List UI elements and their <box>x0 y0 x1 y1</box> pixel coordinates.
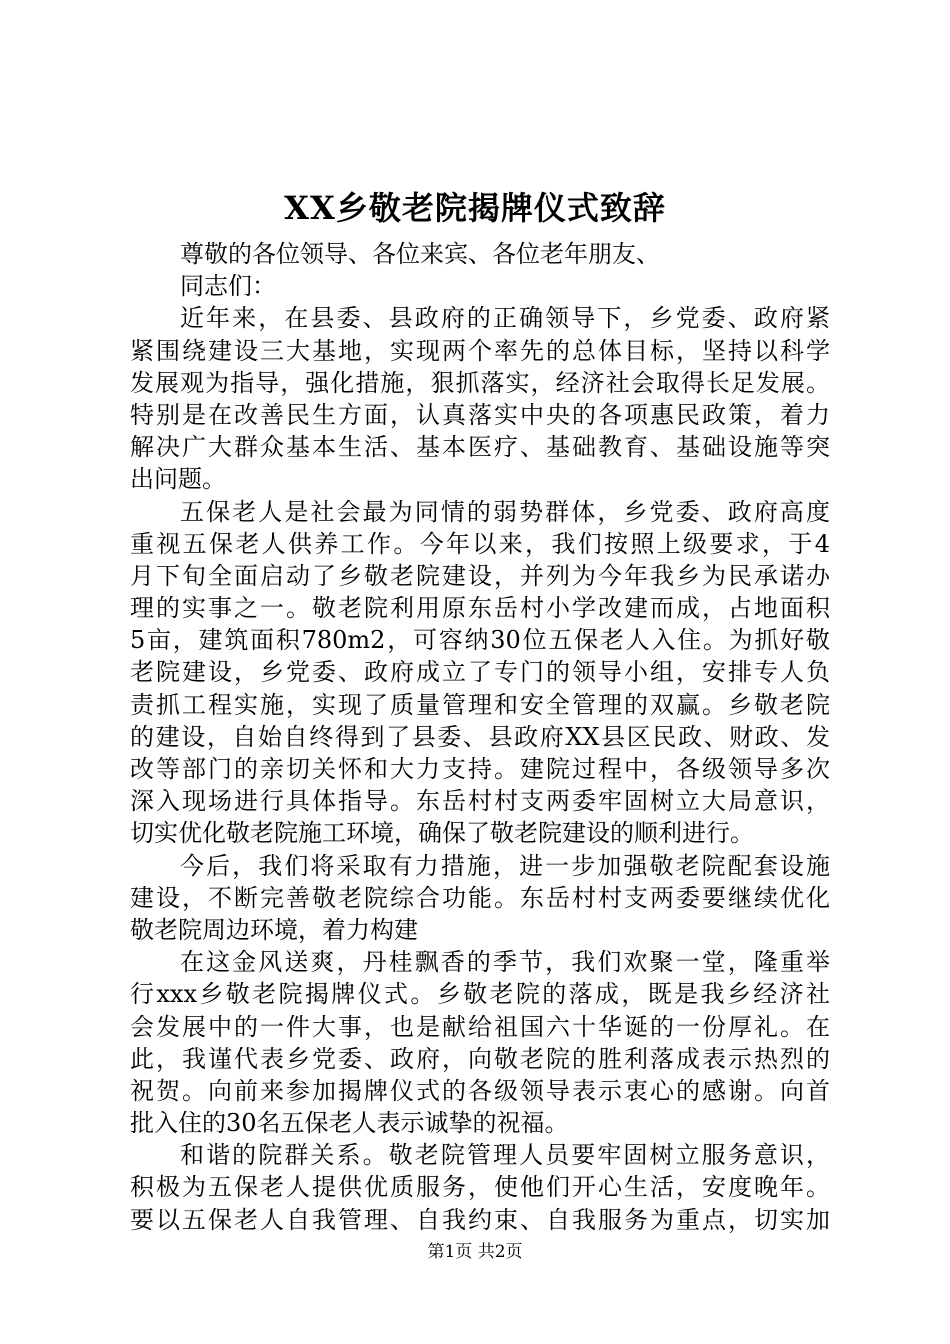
paragraph-line: 的建设，自始自终得到了县委、县政府XX县区民政、财政、发 <box>130 722 830 751</box>
paragraph-line: 特别是在改善民生方面，认真落实中央的各项惠民政策，着力 <box>130 400 830 429</box>
paragraph-line: 5亩，建筑面积780m2，可容纳30位五保老人入住。为抓好敬 <box>130 626 830 655</box>
paragraph-line: 行xxx乡敬老院揭牌仪式。乡敬老院的落成，既是我乡经济社 <box>130 980 830 1009</box>
paragraph-line: 紧围绕建设三大基地，实现两个率先的总体目标，坚持以科学 <box>130 336 830 365</box>
paragraph-line: 此，我谨代表乡党委、政府，向敬老院的胜利落成表示热烈的 <box>130 1044 830 1073</box>
paragraph-line: 解决广大群众基本生活、基本医疗、基础教育、基础设施等突 <box>130 433 830 462</box>
paragraph-line: 和谐的院群关系。敬老院管理人员要牢固树立服务意识， <box>180 1141 830 1170</box>
paragraph-line: 理的实事之一。敬老院利用原东岳村小学改建而成，占地面积 <box>130 594 830 623</box>
paragraph-line: 在这金风送爽，丹桂飘香的季节，我们欢聚一堂，隆重举 <box>180 948 830 977</box>
paragraph-line: 发展观为指导，强化措施，狠抓落实，经济社会取得长足发展。 <box>130 368 830 397</box>
paragraph-line: 切实优化敬老院施工环境，确保了敬老院建设的顺利进行。 <box>130 819 754 848</box>
paragraph-line: 改等部门的亲切关怀和大力支持。建院过程中，各级领导多次 <box>130 755 830 783</box>
salutation-line: 尊敬的各位领导、各位来宾、各位老年朋友、 <box>180 240 660 268</box>
salutation-line: 同志们： <box>180 272 276 301</box>
paragraph-line: 月下旬全面启动了乡敬老院建设，并列为今年我乡为民承诺办 <box>130 561 830 590</box>
paragraph-line: 老院建设，乡党委、政府成立了专门的领导小组，安排专人负 <box>130 658 830 687</box>
paragraph-line: 积极为五保老人提供优质服务，使他们开心生活，安度晚年。 <box>130 1173 830 1202</box>
paragraph-line: 建设，不断完善敬老院综合功能。东岳村村支两委要继续优化 <box>130 883 830 912</box>
paragraph-line: 敬老院周边环境，着力构建 <box>130 915 418 944</box>
paragraph-line: 要以五保老人自我管理、自我约束、自我服务为重点，切实加 <box>130 1205 830 1234</box>
paragraph-line: 深入现场进行具体指导。东岳村村支两委牢固树立大局意识， <box>130 787 830 816</box>
paragraph-line: 责抓工程实施，实现了质量管理和安全管理的双赢。乡敬老院 <box>130 690 830 719</box>
document-title: XX乡敬老院揭牌仪式致辞 <box>284 189 666 227</box>
paragraph-line: 会发展中的一件大事，也是献给祖国六十华诞的一份厚礼。在 <box>130 1012 830 1041</box>
paragraph-line: 近年来，在县委、县政府的正确领导下，乡党委、政府紧 <box>180 304 830 333</box>
paragraph-line: 五保老人是社会最为同情的弱势群体，乡党委、政府高度 <box>180 497 830 526</box>
paragraph-line: 今后，我们将采取有力措施，进一步加强敬老院配套设施 <box>180 851 830 880</box>
paragraph-line: 批入住的30名五保老人表示诚挚的祝福。 <box>130 1109 569 1138</box>
page-footer: 第1页 共2页 <box>427 1242 523 1262</box>
paragraph-line: 祝贺。向前来参加揭牌仪式的各级领导表示衷心的感谢。向首 <box>130 1076 830 1105</box>
paragraph-line: 重视五保老人供养工作。今年以来，我们按照上级要求，于4 <box>130 529 830 558</box>
paragraph-line: 出问题。 <box>130 465 226 494</box>
document-body <box>130 238 830 1236</box>
